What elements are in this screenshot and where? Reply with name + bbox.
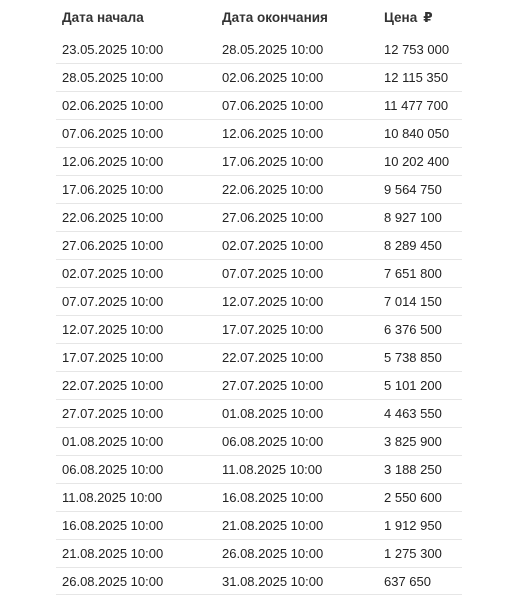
start-date-cell: 27.07.2025 10:00 bbox=[62, 406, 164, 421]
end-date-cell: 12.06.2025 10:00 bbox=[222, 126, 324, 141]
table-row bbox=[56, 343, 462, 371]
table-row bbox=[56, 147, 462, 175]
price-cell: 12 753 000 bbox=[384, 41, 450, 57]
end-date-cell: 01.08.2025 10:00 bbox=[222, 406, 324, 421]
price-cell: 8 927 100 bbox=[384, 210, 442, 225]
end-date-cell: 28.05.2025 10:00 bbox=[222, 41, 324, 57]
start-date-cell: 07.06.2025 10:00 bbox=[62, 126, 164, 141]
table-row bbox=[56, 483, 462, 511]
end-date-cell: 27.07.2025 10:00 bbox=[222, 378, 324, 393]
header-price bbox=[378, 10, 462, 26]
table-row bbox=[56, 63, 462, 91]
end-date-cell: 07.07.2025 10:00 bbox=[222, 266, 324, 281]
header-price-label: Цена bbox=[384, 9, 418, 25]
table-body bbox=[56, 35, 462, 595]
price-cell: 7 651 800 bbox=[384, 266, 442, 281]
price-cell: 7 014 150 bbox=[384, 294, 442, 309]
table-row bbox=[56, 203, 462, 231]
end-date-cell: 17.07.2025 10:00 bbox=[222, 322, 324, 337]
price-cell: 11 477 700 bbox=[384, 98, 449, 113]
start-date-cell: 16.08.2025 10:00 bbox=[62, 518, 164, 533]
end-date-cell: 16.08.2025 10:00 bbox=[222, 490, 324, 505]
start-date-cell: 22.07.2025 10:00 bbox=[62, 378, 164, 393]
table-row bbox=[56, 35, 462, 63]
end-date-cell: 12.07.2025 10:00 bbox=[222, 294, 324, 309]
table-row bbox=[56, 399, 462, 427]
start-date-cell: 17.07.2025 10:00 bbox=[62, 350, 164, 365]
end-date-cell: 17.06.2025 10:00 bbox=[222, 154, 324, 169]
start-date-cell: 02.07.2025 10:00 bbox=[62, 266, 164, 281]
end-date-cell: 06.08.2025 10:00 bbox=[222, 434, 324, 449]
end-date-cell: 27.06.2025 10:00 bbox=[222, 210, 324, 225]
table-row bbox=[56, 287, 462, 315]
end-date-cell: 11.08.2025 10:00 bbox=[222, 462, 323, 477]
start-date-cell: 26.08.2025 10:00 bbox=[62, 573, 164, 589]
header-start-date: Дата начала bbox=[62, 10, 144, 25]
price-cell: 6 376 500 bbox=[384, 322, 442, 337]
end-date-cell: 22.06.2025 10:00 bbox=[222, 182, 324, 197]
table-header bbox=[56, 0, 462, 35]
ruble-icon: ₽ bbox=[423, 9, 433, 25]
header-end-date: Дата окончания bbox=[222, 10, 328, 25]
price-cell: 10 202 400 bbox=[384, 154, 450, 169]
price-cell: 2 550 600 bbox=[384, 490, 442, 505]
end-date-cell: 22.07.2025 10:00 bbox=[222, 350, 324, 365]
start-date-cell: 22.06.2025 10:00 bbox=[62, 210, 164, 225]
start-date-cell: 07.07.2025 10:00 bbox=[62, 294, 164, 309]
table-row bbox=[56, 259, 462, 287]
start-date-cell: 02.06.2025 10:00 bbox=[62, 98, 164, 113]
table-row bbox=[56, 371, 462, 399]
price-cell: 3 825 900 bbox=[384, 434, 442, 449]
start-date-cell: 11.08.2025 10:00 bbox=[62, 490, 163, 505]
price-cell: 1 912 950 bbox=[384, 518, 442, 533]
price-cell: 5 738 850 bbox=[384, 350, 442, 365]
start-date-cell: 17.06.2025 10:00 bbox=[62, 182, 164, 197]
table-row bbox=[56, 427, 462, 455]
end-date-cell: 07.06.2025 10:00 bbox=[222, 98, 324, 113]
table-row bbox=[56, 511, 462, 539]
end-date-cell: 02.06.2025 10:00 bbox=[222, 70, 324, 85]
price-cell: 1 275 300 bbox=[384, 546, 442, 561]
table-row bbox=[56, 231, 462, 259]
table-row bbox=[56, 567, 462, 595]
price-cell: 10 840 050 bbox=[384, 126, 450, 141]
table-row bbox=[56, 175, 462, 203]
table-row bbox=[56, 455, 462, 483]
price-cell: 9 564 750 bbox=[384, 182, 442, 197]
table-row bbox=[56, 539, 462, 567]
table-row bbox=[56, 315, 462, 343]
end-date-cell: 21.08.2025 10:00 bbox=[222, 518, 324, 533]
start-date-cell: 01.08.2025 10:00 bbox=[62, 434, 164, 449]
end-date-cell: 26.08.2025 10:00 bbox=[222, 546, 324, 561]
start-date-cell: 27.06.2025 10:00 bbox=[62, 238, 164, 253]
start-date-cell: 23.05.2025 10:00 bbox=[62, 41, 164, 57]
price-cell: 5 101 200 bbox=[384, 378, 442, 393]
price-cell: 637 650 bbox=[384, 573, 431, 589]
price-cell: 12 115 350 bbox=[384, 70, 449, 85]
start-date-cell: 12.06.2025 10:00 bbox=[62, 154, 164, 169]
price-cell: 3 188 250 bbox=[384, 462, 442, 477]
start-date-cell: 06.08.2025 10:00 bbox=[62, 462, 164, 477]
start-date-cell: 21.08.2025 10:00 bbox=[62, 546, 164, 561]
price-cell: 4 463 550 bbox=[384, 406, 442, 421]
end-date-cell: 31.08.2025 10:00 bbox=[222, 573, 324, 589]
price-cell: 8 289 450 bbox=[384, 238, 442, 253]
start-date-cell: 12.07.2025 10:00 bbox=[62, 322, 164, 337]
table-row bbox=[56, 119, 462, 147]
price-schedule-table bbox=[56, 0, 462, 595]
start-date-cell: 28.05.2025 10:00 bbox=[62, 70, 164, 85]
end-date-cell: 02.07.2025 10:00 bbox=[222, 238, 324, 253]
table-row bbox=[56, 91, 462, 119]
